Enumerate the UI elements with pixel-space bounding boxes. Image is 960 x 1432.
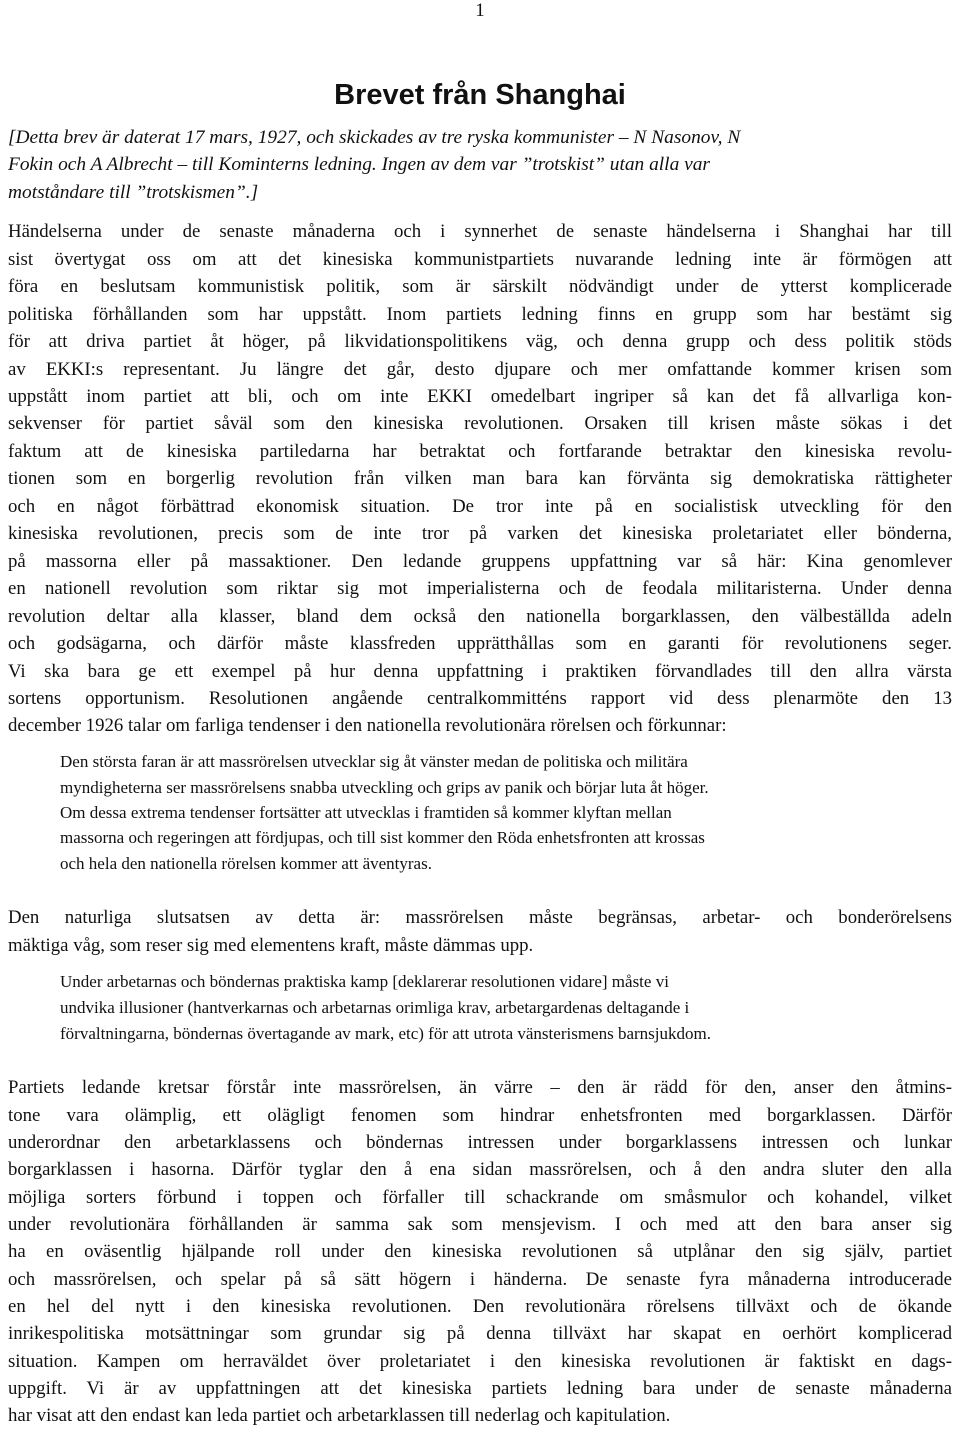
text-line: under revolutionära förhållanden är samma sak som mensjevism. I och med att den bara anser sig — [8, 1214, 952, 1236]
text-line: Fokin och A Albrecht – till Kominterns ledning. Ingen av dem var ”trotskist” utan alla var — [8, 154, 710, 175]
text-line: kinesiska revolutionen, precis som de inte tror på varken det kinesiska proletariatet eller bönderna, — [8, 523, 952, 545]
text-line: av EKKI:s representant. Ju längre det går, desto djupare och mer omfattande kommer krisen som — [8, 358, 952, 380]
text-line: och massrörelsen, och spelar på så sätt högern i händerna. De senaste fyra månaderna introducerade — [8, 1268, 952, 1290]
text-line: myndigheterna ser massrörelsens snabba utveckling och grips av panik och börjar luta åt höger. — [60, 777, 709, 797]
text-line: uppstått inom partiet att bli, och om inte EKKI omedelbart ingriper så kan det få allvarliga kon- — [8, 386, 952, 408]
text-line: underordnar den arbetarklassens och böndernas intressen under borgarklassens intressen och lunkar — [8, 1131, 952, 1153]
paragraph-2 — [8, 904, 952, 959]
block-quote-2 — [60, 969, 940, 1047]
text-line: möjliga sorters förbund i toppen och förfaller till schackrande om småsmulor och kohandel, vilket — [8, 1186, 952, 1208]
text-line: föra en beslutsam kommunistisk politik, som är särskilt nödvändigt under de ytterst komplicerade — [8, 276, 952, 298]
text-line: Om dessa extrema tendenser fortsätter att utvecklas i framtiden så kommer klyftan mellan — [60, 802, 672, 822]
text-line: Under arbetarnas och böndernas praktiska kamp [deklarerar resolutionen vidare] måste vi — [60, 972, 669, 991]
text-line: uppgift. Vi är av uppfattningen att det kinesiska partiets ledning bara under de senaste månaderna — [8, 1378, 952, 1400]
text-line: december 1926 talar om farliga tendenser i den nationella revolutionära rörelsen och förkunnar: — [8, 715, 727, 737]
text-line: och hela den nationella rörelsen kommer att äventyras. — [60, 853, 432, 873]
paragraph-1 — [8, 218, 952, 740]
text-line: undvika illusioner (hantverkarnas och arbetarnas orimliga krav, arbetargardenas deltagande i — [60, 998, 690, 1017]
text-line: borgarklassen i hasorna. Därför tyglar den å ena sidan massrörelsen, och å den andra sluter den alla — [8, 1159, 952, 1181]
text-line: sist övertygat oss om att det kinesiska kommunistpartiets nuvarande ledning inte är förmögen att — [8, 248, 952, 270]
text-line: [Detta brev är daterat 17 mars, 1927, och skickades av tre ryska kommunister – N Nasonov, N — [8, 126, 741, 148]
text-line: sekvenser för partiet såväl som den kinesiska revolutionen. Orsaken till krisen måste sökas i det — [8, 413, 952, 435]
text-line: och godsägarna, och därför måste klassfreden upprätthållas som en garanti för revolutionens seger. — [8, 633, 952, 655]
text-line: politiska förhållanden som har uppstått. Inom partiets ledning finns en grupp som har bestämt sig — [8, 303, 952, 325]
document-title: Brevet från Shanghai — [334, 79, 626, 111]
text-line: en nationell revolution som riktar sig mot imperialisterna och de feodala militaristerna. Under denna — [8, 578, 952, 600]
text-line: sortens opportunism. Resolutionen angående centralkommitténs rapport vid dess plenarmöte den 13 — [8, 688, 952, 709]
text-line: situation. Kampen om herraväldet över proletariatet i den kinesiska revolutionen är faktiskt en dags- — [8, 1350, 952, 1372]
text-line: Händelserna under de senaste månaderna och i synnerhet de senaste händelserna i Shanghai har till — [8, 221, 952, 243]
text-line: och en något förbättrad ekonomisk situation. De tror inte på en socialistisk utveckling för den — [8, 495, 952, 517]
text-line: revolution deltar alla klasser, bland dem också den nationella borgarklassen, den välbeställda adeln — [8, 605, 952, 627]
text-line: massorna och regeringen att fördjupas, och till sist kommer den Röda enhetsfronten att krossas — [60, 828, 705, 848]
text-line: motståndare till ”trotskismen”.] — [8, 181, 259, 203]
text-line: Den största faran är att massrörelsen utvecklar sig åt vänster medan de politiska och militära — [60, 752, 688, 772]
text-line: tionen som en borgerlig revolution från vilken man bara kan förvänta sig demokratiska rättigheter — [8, 468, 952, 490]
text-line: en hel del nytt i den kinesiska revolutionen. Den revolutionära rörelsens tillväxt och de ökande — [8, 1296, 952, 1318]
paragraph-3 — [8, 1074, 952, 1429]
text-line: har visat att den endast kan leda partiet och arbetarklassen till nederlag och kapitulation. — [8, 1405, 671, 1427]
block-quote-1 — [60, 749, 940, 875]
text-line: förvaltningarna, böndernas övertagande av mark, etc) för att utrota vänsterismens barnsjukdom. — [60, 1024, 711, 1043]
text-line: mäktiga våg, som reser sig med elementens kraft, måste dämmas upp. — [8, 934, 534, 956]
text-line: Partiets ledande kretsar förstår inte massrörelsen, än värre – den är rädd för den, anser den åtmins- — [8, 1077, 952, 1099]
intro-note — [8, 124, 952, 207]
text-line: ha en oväsentlig hjälpande roll under den kinesiska revolutionen så utplånar den sig själv, partiet — [8, 1241, 952, 1263]
text-line: på massorna eller på massaktioner. Den ledande gruppens uppfattning var så här: Kina genomlever — [8, 550, 952, 572]
text-line: Den naturliga slutsatsen av detta är: massrörelsen måste begränsas, arbetar- och bonderörelsens — [8, 907, 952, 929]
text-line: Vi ska bara ge ett exempel på hur denna uppfattning i praktiken förvandlades till den allra värsta — [8, 660, 952, 682]
text-line: för att driva partiet åt höger, på likvidationspolitikens väg, och denna grupp och dess politik stöds — [8, 331, 952, 353]
text-line: inrikespolitiska motsättningar som grundar sig på denna tillväxt har skapat en oerhört komplicerad — [8, 1323, 952, 1345]
text-line: faktum att de kinesiska partiledarna har betraktat och fortfarande betraktar den kinesiska revolu- — [8, 440, 952, 462]
text-line: tone vara olämplig, ett olägligt fenomen som hindrar enhetsfronten med borgarklassen. Därför — [8, 1104, 952, 1126]
page-number: 1 — [475, 0, 485, 21]
